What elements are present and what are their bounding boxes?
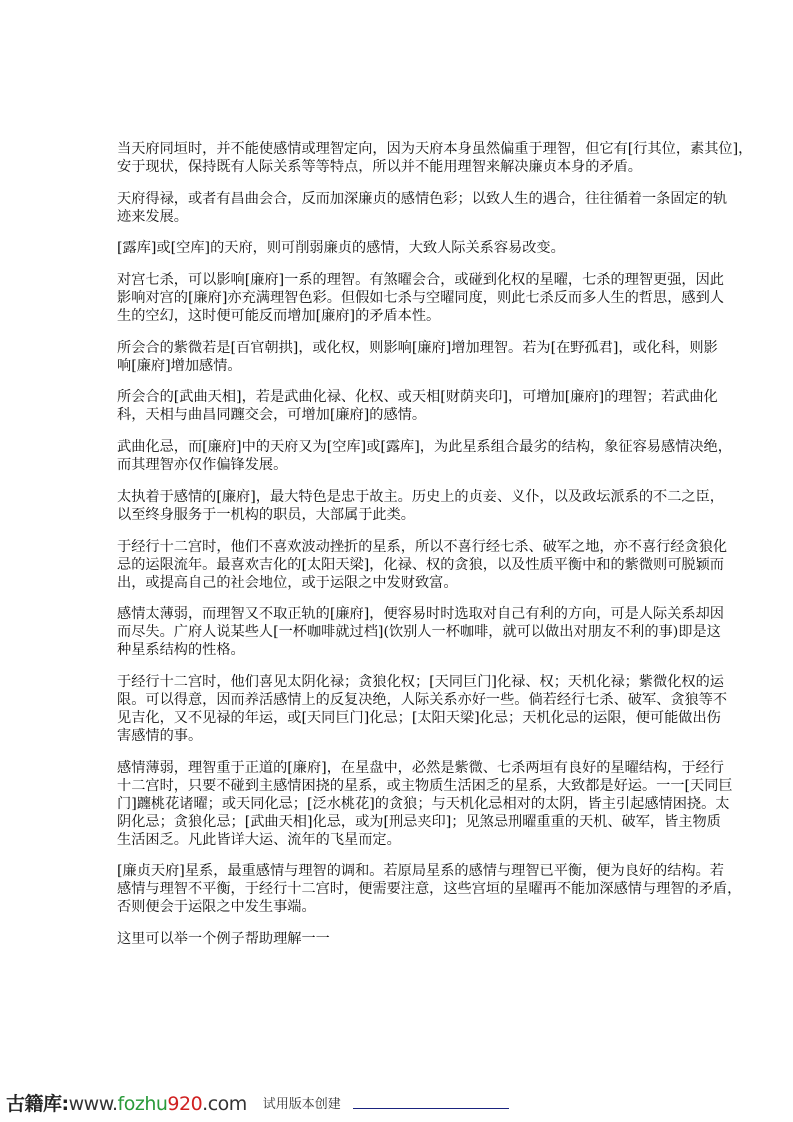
text-line: 而尽失。广府人说某些人[一杯咖啡就过档](饮别人一杯咖啡，就可以做出对朋友不利的事)即是这 bbox=[117, 624, 721, 641]
text-line: [露库]或[空库]的天府，则可削弱廉贞的感情，大致人际关系容易改变。 bbox=[117, 240, 565, 257]
text-line: 迹来发展。 bbox=[117, 208, 188, 225]
text-line: 于经行十二宫时，他们喜见太阴化禄；贪狼化权；[天同巨门]化禄、权；天机化禄；紫微化权的运 bbox=[117, 673, 724, 690]
text-line: 以至终身服务于一机构的职员，大部属于此类。 bbox=[117, 506, 415, 523]
footer-watermark bbox=[6, 1090, 509, 1114]
text-line: 出，或提高自己的社会地位，或于运限之中发财致富。 bbox=[117, 574, 458, 591]
text-line: 当天府同垣时，并不能使感情或理智定向，因为天府本身虽然偏重于理智，但它有[行其位，素其位]， bbox=[117, 141, 753, 157]
text-line: 否则便会于运限之中发生事端。 bbox=[117, 899, 316, 916]
text-line: 响[廉府]增加感情。 bbox=[117, 357, 242, 374]
text-line: 见吉化，又不见禄的年运，或[天同巨门]化忌；[太阳天梁]化忌；天机化忌的运限，便可能做出伤 bbox=[117, 709, 721, 726]
paragraph bbox=[117, 271, 724, 325]
text-line: 科，天相与曲昌同躔交会，可增加[廉府]的感情。 bbox=[117, 407, 427, 424]
paragraph bbox=[117, 239, 687, 257]
signature-underline bbox=[353, 1096, 509, 1109]
text-line: 影响对宫的[廉府]亦充满理智色彩。但假如七杀与空曜同度，则此七杀反而多人生的哲思，感到人 bbox=[117, 290, 724, 307]
paragraph bbox=[117, 190, 728, 226]
text-line: 感情薄弱，理智重于正道的[廉府]，在星盘中，必然是紫微、七杀两垣有良好的星曜结构，于经行 bbox=[117, 759, 724, 776]
paragraph bbox=[117, 438, 732, 474]
text-line: 生的空幻，这时便可能反而增加[廉府]的矛盾本性。 bbox=[117, 308, 441, 325]
text-line: 所会合的[武曲天相]，若是武曲化禄、化权、或天相[财荫夹印]，可增加[廉府]的理智；若武曲化 bbox=[117, 389, 718, 406]
paragraph bbox=[117, 388, 718, 424]
paragraph bbox=[117, 673, 728, 745]
logo-cn: 古籍库: bbox=[6, 1092, 69, 1115]
text-line: 对宫七杀，可以影响[廉府]一系的理智。有煞曜会合，或碰到化权的星曜，七杀的理智更强，因此 bbox=[117, 272, 724, 289]
text-line: 于经行十二宫时，他们不喜欢波动挫折的星系，所以不喜行经七杀、破军之地，亦不喜行经贪狼化 bbox=[117, 538, 728, 555]
text-line: 所会合的紫微若是[百官朝拱]，或化权，则影响[廉府]增加理智。若为[在野孤君]，或化科，则影 bbox=[117, 339, 718, 356]
logo-com: .com bbox=[202, 1092, 247, 1115]
text-line: 种星系结构的性格。 bbox=[117, 642, 245, 659]
paragraph bbox=[117, 538, 728, 592]
text-line: 而其理智亦仅作偏锋发展。 bbox=[117, 457, 288, 474]
paragraph bbox=[117, 862, 742, 916]
text-line: 武曲化忌，而[廉府]中的天府又为[空库]或[露库]，为此星系组合最劣的结构，象征容易感情决绝， bbox=[117, 439, 732, 456]
text-line: 太执着于感情的[廉府]，最大特色是忠于故主。历史上的贞妾、义仆，以及政坛派系的不二之臣， bbox=[117, 488, 724, 505]
text-line: 限。可以得意，因而养活感情上的反复决绝，人际关系亦好一些。倘若经行七杀、破军、贪狼等不 bbox=[117, 691, 728, 708]
text-line: 忌的运限流年。最喜欢吉化的[太阳天梁]，化禄、权的贪狼，以及性质平衡中和的紫微则可脱颖而 bbox=[117, 556, 724, 573]
paragraph bbox=[117, 605, 724, 659]
paragraph bbox=[117, 140, 753, 176]
logo-fozhu: fozhu bbox=[117, 1092, 168, 1115]
paragraph bbox=[117, 759, 733, 849]
text-line: 生活困乏。凡此皆详大运、流年的飞星而定。 bbox=[117, 831, 401, 848]
trial-version-text: 试用版本创建 bbox=[262, 1096, 341, 1112]
paragraph bbox=[117, 930, 687, 948]
text-line: [廉贞天府]星系，最重感情与理智的调和。若原局星系的感情与理智已平衡，便为良好的结构。若 bbox=[117, 863, 724, 880]
logo-920: 920 bbox=[167, 1092, 203, 1115]
text-line: 门]躔桃花诸曜；或天同化忌；[泛水桃花]的贪狼；与天机化忌相对的太阴，皆主引起感情困挠。太 bbox=[117, 795, 730, 812]
logo-www: www. bbox=[68, 1092, 118, 1115]
text-line: 这里可以举一个例子帮助理解一一 bbox=[117, 930, 330, 947]
site-logo bbox=[6, 1089, 247, 1116]
text-line: 阴化忌；贪狼化忌；[武曲天相]化忌，或为[刑忌夹印]；见煞忌刑曜重重的天机、破军，皆主物质 bbox=[117, 813, 721, 830]
text-line: 感情太薄弱，而理智又不取正轨的[廉府]，便容易时时选取对自己有利的方向，可是人际关系却因 bbox=[117, 606, 724, 623]
paragraph bbox=[117, 488, 724, 524]
text-line: 安于现状，保持既有人际关系等等特点，所以并不能用理智来解决廉贞本身的矛盾。 bbox=[117, 159, 642, 175]
text-line: 感情与理智不平衡，于经行十二宫时，便需要注意，这些宫垣的星曜再不能加深感情与理智的矛盾， bbox=[117, 881, 742, 898]
text-line: 十二宫时，只要不碰到主感情困挠的星系，或主物质生活困乏的星系，大致都是好运。一一[天同巨 bbox=[117, 777, 733, 794]
paragraph bbox=[117, 339, 718, 375]
document-body bbox=[117, 140, 753, 962]
text-line: 害感情的事。 bbox=[117, 727, 203, 744]
text-line: 天府得禄，或者有昌曲会合，反而加深廉贞的感情色彩；以致人生的遇合，往往循着一条固定的轨 bbox=[117, 190, 728, 207]
